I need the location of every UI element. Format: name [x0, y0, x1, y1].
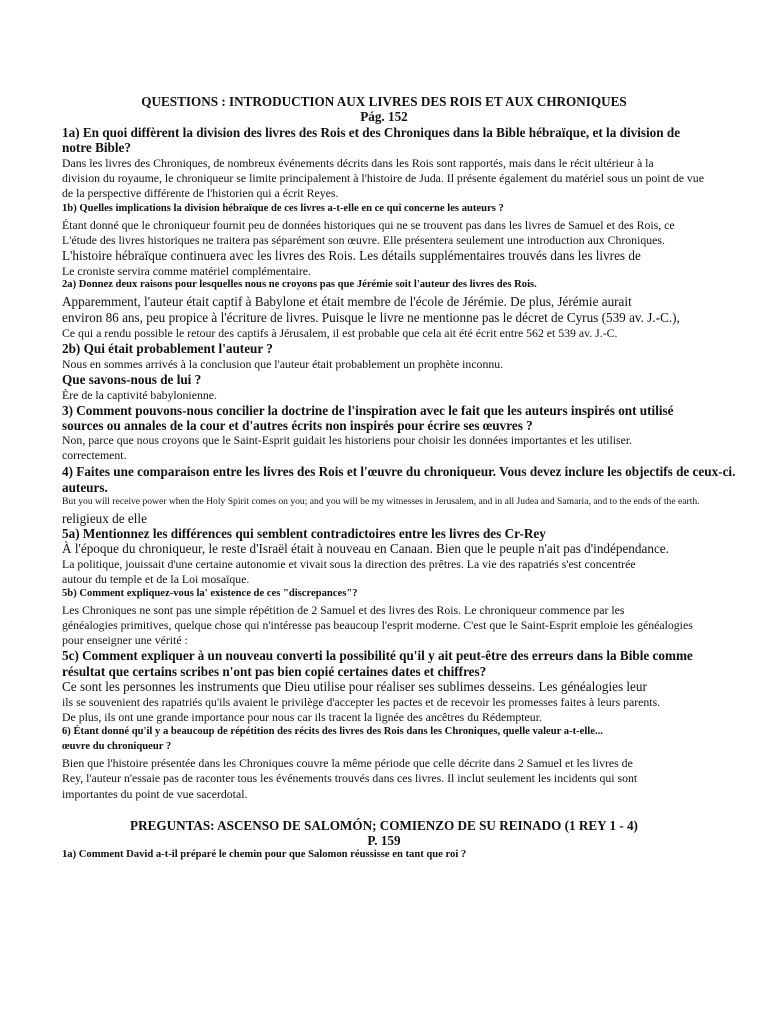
answer-line: importantes du point de vue sacerdotal. [62, 787, 248, 801]
question-line: 3) Comment pouvons-nous concilier la doctrine de l'inspiration avec le fait que les auteurs inspirés ont utilisé [62, 403, 674, 418]
answer-line: Non, parce que nous croyons que le Saint-Esprit guidait les historiens pour choisir les données importantes et les utiliser. [62, 433, 633, 447]
answer-line: Rey, l'auteur n'essaie pas de raconter tous les événements trouvés dans ces livres. Il inclut seulement les incidents qui sont [62, 771, 638, 785]
answer-line: Nous en sommes arrivés à la conclusion que l'auteur était probablement un prophète inconnu. [62, 357, 504, 371]
answer-line: autour du temple et de la Loi mosaïque. [62, 572, 250, 586]
answer-line: L'histoire hébraïque continuera avec les livres des Rois. Les détails supplémentaires trouvés dans les livres de [62, 248, 641, 263]
section-title: QUESTIONS : INTRODUCTION AUX LIVRES DES ROIS ET AUX CHRONIQUES [141, 94, 627, 109]
answer-line: généalogies primitives, quelque chose qui n'intéresse pas beaucoup l'esprit moderne. C'est que le Saint-Esprit emploie les généalogies [62, 618, 693, 632]
question-line: 2a) Donnez deux raisons pour lesquelles nous ne croyons pas que Jérémie soit l'auteur des livres des Rois. [62, 279, 537, 290]
answer-line: Ce sont les personnes les instruments que Dieu utilise pour réaliser ses sublimes desseins. Les généalogies leur [62, 679, 647, 694]
answer-line: Bien que l'histoire présentée dans les Chroniques couvre la même période que celle décrite dans 2 Samuel et les livres de [62, 756, 633, 770]
answer-line: pour enseigner une vérité : [62, 633, 188, 647]
question-line: 5a) Mentionnez les différences qui semblent contradictoires entre les livres des Cr-Rey [62, 526, 546, 541]
answer-line: correctement. [62, 448, 127, 462]
answer-line: Ce qui a rendu possible le retour des captifs à Jérusalem, il est probable que cela ait été écrit entre 562 et 539 av. J.-C. [62, 326, 618, 340]
question-line: 5c) Comment expliquer à un nouveau converti la possibilité qu'il y ait peut-être des erreurs dans la Bible comme [62, 648, 693, 663]
question-line: résultat que certains scribes n'ont pas bien copié certaines dates et chiffres? [62, 664, 487, 679]
answer-line: Étant donné que le chroniqueur fournit peu de données historiques qui ne se trouvent pas dans les livres de Samuel et des Rois, ce [62, 218, 675, 232]
question-line: 1a) Comment David a-t-il préparé le chemin pour que Salomon réussisse en tant que roi ? [62, 849, 467, 860]
question-line: 1a) En quoi diffèrent la division des livres des Rois et des Chroniques dans la Bible hébraïque, et la division de [62, 125, 681, 140]
answer-line: À l'époque du chroniqueur, le reste d'Israël était à nouveau en Canaan. Bien que le peuple n'ait pas d'indépendance. [62, 541, 669, 556]
answer-line: Les Chroniques ne sont pas une simple répétition de 2 Samuel et des livres des Rois. Le chroniqueur commence par les [62, 603, 625, 617]
question-line: auteurs. [62, 480, 108, 495]
answer-line: L'étude des livres historiques ne traitera pas séparément son œuvre. Elle présentera seulement une introduction aux Chroniques. [62, 233, 665, 247]
question-line: 5b) Comment expliquez-vous la' existence de ces "discrepances"? [62, 588, 358, 599]
question-line: 1b) Quelles implications la division hébraïque de ces livres a-t-elle en ce qui concerne les auteurs ? [62, 203, 504, 214]
answer-line: Apparemment, l'auteur était captif à Babylone et était membre de l'école de Jérémie. De plus, Jérémie aurait [62, 294, 632, 309]
answer-line: religieux de elle [62, 511, 147, 526]
answer-line: De plus, ils ont une grande importance pour nous car ils tracent la lignée des ancêtres du Rédempteur. [62, 710, 542, 724]
answer-line: de la perspective différente de l'historien qui a écrit Reyes. [62, 186, 339, 200]
answer-line: ils se souvenient des rapatriés qu'ils avaient le privilège d'accepter les pactes et de recevoir les promesses faites à leurs parents. [62, 695, 661, 709]
question-line: 2b) Qui était probablement l'auteur ? [62, 341, 273, 356]
page-reference: P. 159 [367, 833, 401, 848]
answer-line: But you will receive power when the Holy Spirit comes on you; and you will be my witnesses in Jerusalem, and in all Judea and Samaria, and to the ends of the earth. [62, 496, 700, 507]
answer-line: Le croniste servira comme matériel complémentaire. [62, 264, 311, 278]
answer-line: La politique, jouissait d'une certaine autonomie et vivait sous la direction des prêtres. La vie des rapatriés s'est concentrée [62, 557, 636, 571]
question-line: notre Bible? [62, 140, 131, 155]
question-line: Que savons-nous de lui ? [62, 372, 202, 387]
section-title: PREGUNTAS: ASCENSO DE SALOMÓN; COMIENZO DE SU REINADO (1 REY 1 - 4) [130, 818, 638, 833]
page-reference: Pág. 152 [360, 109, 408, 124]
answer-line: Dans les livres des Chroniques, de nombreux événements décrits dans les Rois sont rapportés, mais dans le récit ultérieur à la [62, 156, 654, 170]
answer-line: division du royaume, le chroniqueur se limite principalement à l'histoire de Juda. Il présente également du matériel sous un point de vue [62, 171, 704, 185]
answer-line: Ère de la captivité babylonienne. [62, 388, 217, 402]
answer-line: environ 86 ans, peu propice à l'écriture de livres. Puisque le livre ne mentionne pas le décret de Cyrus (539 av. J.-C.), [62, 310, 680, 325]
question-line: œuvre du chroniqueur ? [62, 741, 172, 752]
question-line: 6) Étant donné qu'il y a beaucoup de répétition des récits des livres des Rois dans les Chroniques, quelle valeur a-t-elle... [62, 726, 603, 737]
question-line: sources ou annales de la cour et d'autres écrits non inspirés pour écrire ses œuvres ? [62, 418, 533, 433]
question-line: 4) Faites une comparaison entre les livres des Rois et l'œuvre du chroniqueur. Vous devez inclure les objectifs de ceux-ci. [62, 464, 736, 479]
